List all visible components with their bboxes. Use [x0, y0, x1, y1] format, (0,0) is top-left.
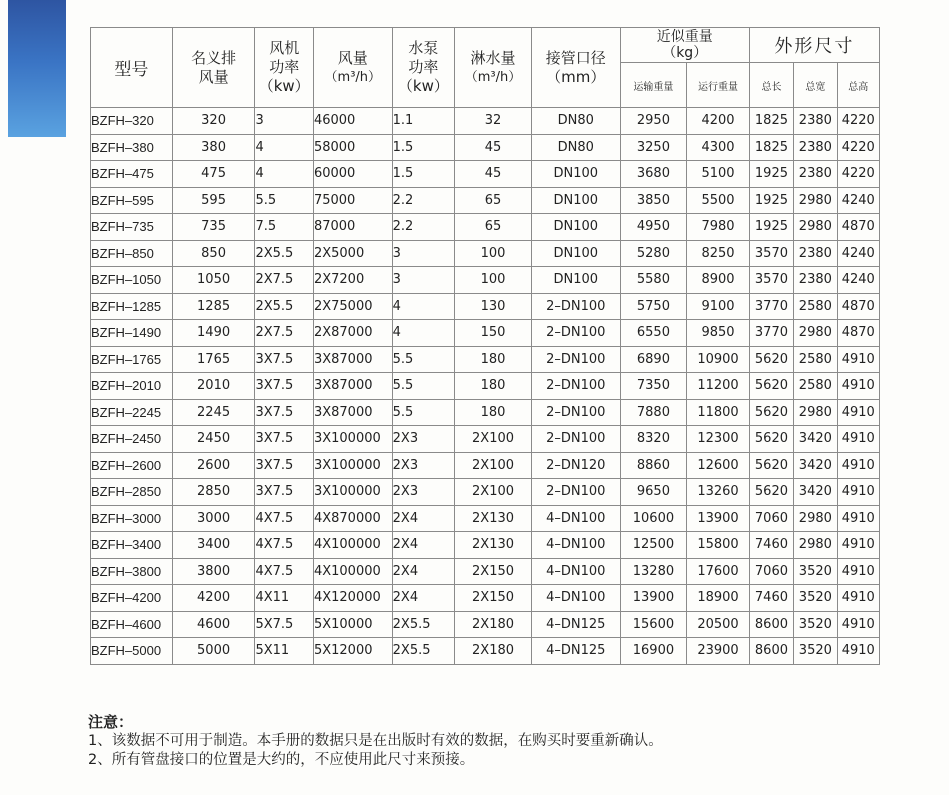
cell-height: 4910 — [837, 638, 879, 665]
cell-length: 1925 — [749, 187, 793, 214]
cell-length: 5620 — [749, 373, 793, 400]
cell-weight-operating: 11200 — [687, 373, 750, 400]
table-row — [91, 240, 880, 267]
cell-width: 2980 — [794, 532, 837, 559]
cell-weight-operating: 12300 — [687, 426, 750, 453]
cell-fan-power: 4 — [255, 161, 314, 188]
cell-rated-air: 3400 — [172, 532, 255, 559]
cell-pipe-diameter: DN100 — [531, 161, 620, 188]
cell-width: 2580 — [794, 346, 837, 373]
cell-fan-power: 2X7.5 — [255, 267, 314, 294]
cell-pipe-diameter: 4–DN100 — [531, 585, 620, 612]
cell-length: 3770 — [749, 320, 793, 347]
cell-air-volume: 3X100000 — [313, 479, 392, 506]
cell-width: 2380 — [794, 240, 837, 267]
cell-spray-water: 2X100 — [455, 452, 532, 479]
table-row — [91, 293, 880, 320]
cell-pipe-diameter: 2–DN100 — [531, 426, 620, 453]
cell-weight-operating: 13260 — [687, 479, 750, 506]
table-row — [91, 611, 880, 638]
cell-length: 7060 — [749, 558, 793, 585]
cell-length: 7060 — [749, 505, 793, 532]
cell-pipe-diameter: 2–DN100 — [531, 399, 620, 426]
note-item: 1、该数据不可用于制造。本手册的数据只是在出版时有效的数据，在购买时要重新确认。 — [88, 733, 663, 749]
cell-fan-power: 4 — [255, 134, 314, 161]
table-row — [91, 267, 880, 294]
cell-air-volume: 60000 — [313, 161, 392, 188]
cell-weight-operating: 10900 — [687, 346, 750, 373]
cell-height: 4870 — [837, 293, 879, 320]
cell-air-volume: 2X7200 — [313, 267, 392, 294]
cell-model: BZFH–595 — [91, 187, 173, 214]
cell-spray-water: 2X180 — [455, 638, 532, 665]
cell-pump-power: 1.1 — [392, 108, 455, 135]
cell-length: 8600 — [749, 638, 793, 665]
cell-width: 2980 — [794, 214, 837, 241]
table-row — [91, 320, 880, 347]
cell-height: 4910 — [837, 479, 879, 506]
cell-width: 3520 — [794, 558, 837, 585]
cell-fan-power: 2X5.5 — [255, 240, 314, 267]
cell-fan-power: 5X11 — [255, 638, 314, 665]
header-pipe-diameter: 接管口径 （mm） — [531, 28, 620, 108]
cell-model: BZFH–2245 — [91, 399, 173, 426]
cell-width: 2380 — [794, 161, 837, 188]
cell-fan-power: 5X7.5 — [255, 611, 314, 638]
cell-model: BZFH–2850 — [91, 479, 173, 506]
cell-height: 4910 — [837, 611, 879, 638]
cell-model: BZFH–4200 — [91, 585, 173, 612]
cell-height: 4220 — [837, 134, 879, 161]
cell-spray-water: 32 — [455, 108, 532, 135]
cell-weight-transport: 3850 — [620, 187, 687, 214]
cell-fan-power: 3 — [255, 108, 314, 135]
cell-rated-air: 4600 — [172, 611, 255, 638]
cell-fan-power: 3X7.5 — [255, 479, 314, 506]
cell-model: BZFH–2600 — [91, 452, 173, 479]
cell-rated-air: 2450 — [172, 426, 255, 453]
cell-pump-power: 4 — [392, 293, 455, 320]
cell-model: BZFH–850 — [91, 240, 173, 267]
cell-model: BZFH–2010 — [91, 373, 173, 400]
cell-weight-operating: 7980 — [687, 214, 750, 241]
cell-rated-air: 595 — [172, 187, 255, 214]
cell-air-volume: 75000 — [313, 187, 392, 214]
header-air-volume: 风量 （m³/h） — [313, 28, 392, 108]
cell-width: 3520 — [794, 638, 837, 665]
cell-pump-power: 5.5 — [392, 373, 455, 400]
table-row — [91, 214, 880, 241]
cell-weight-transport: 6890 — [620, 346, 687, 373]
cell-weight-transport: 5280 — [620, 240, 687, 267]
cell-air-volume: 5X10000 — [313, 611, 392, 638]
cell-pipe-diameter: 2–DN120 — [531, 452, 620, 479]
cell-pump-power: 2X4 — [392, 532, 455, 559]
cell-air-volume: 2X87000 — [313, 320, 392, 347]
cell-fan-power: 3X7.5 — [255, 399, 314, 426]
cell-height: 4870 — [837, 214, 879, 241]
cell-rated-air: 380 — [172, 134, 255, 161]
cell-spray-water: 65 — [455, 187, 532, 214]
cell-height: 4240 — [837, 240, 879, 267]
cell-model: BZFH–5000 — [91, 638, 173, 665]
cell-fan-power: 4X7.5 — [255, 558, 314, 585]
cell-weight-transport: 8320 — [620, 426, 687, 453]
cell-pipe-diameter: 2–DN100 — [531, 346, 620, 373]
spec-table-body — [91, 108, 880, 665]
cell-weight-operating: 9100 — [687, 293, 750, 320]
cell-width: 2980 — [794, 505, 837, 532]
table-row — [91, 558, 880, 585]
table-row — [91, 638, 880, 665]
header-height: 总高 — [837, 63, 879, 108]
cell-length: 1925 — [749, 161, 793, 188]
cell-length: 5620 — [749, 399, 793, 426]
cell-weight-operating: 8250 — [687, 240, 750, 267]
cell-air-volume: 3X87000 — [313, 373, 392, 400]
cell-weight-operating: 17600 — [687, 558, 750, 585]
cell-rated-air: 2850 — [172, 479, 255, 506]
cell-width: 3420 — [794, 452, 837, 479]
cell-length: 1925 — [749, 214, 793, 241]
cell-spray-water: 65 — [455, 214, 532, 241]
table-row — [91, 452, 880, 479]
cell-pump-power: 5.5 — [392, 399, 455, 426]
cell-rated-air: 735 — [172, 214, 255, 241]
cell-spray-water: 180 — [455, 346, 532, 373]
cell-width: 3520 — [794, 585, 837, 612]
cell-weight-transport: 16900 — [620, 638, 687, 665]
cell-model: BZFH–1765 — [91, 346, 173, 373]
cell-spray-water: 2X180 — [455, 611, 532, 638]
header-width: 总宽 — [794, 63, 837, 108]
cell-model: BZFH–2450 — [91, 426, 173, 453]
cell-pipe-diameter: DN100 — [531, 214, 620, 241]
cell-pump-power: 2.2 — [392, 214, 455, 241]
cell-rated-air: 850 — [172, 240, 255, 267]
table-row — [91, 346, 880, 373]
cell-length: 8600 — [749, 611, 793, 638]
cell-rated-air: 3000 — [172, 505, 255, 532]
cell-rated-air: 2600 — [172, 452, 255, 479]
header-weight-transport: 运输重量 — [620, 63, 687, 108]
cell-pump-power: 5.5 — [392, 346, 455, 373]
cell-air-volume: 4X100000 — [313, 558, 392, 585]
cell-length: 7460 — [749, 585, 793, 612]
cell-rated-air: 2245 — [172, 399, 255, 426]
cell-width: 2980 — [794, 320, 837, 347]
cell-width: 2580 — [794, 373, 837, 400]
cell-weight-transport: 15600 — [620, 611, 687, 638]
cell-weight-operating: 18900 — [687, 585, 750, 612]
cell-air-volume: 2X5000 — [313, 240, 392, 267]
table-row — [91, 505, 880, 532]
header-pump-power: 水泵 功率 （kw） — [392, 28, 455, 108]
cell-pipe-diameter: DN80 — [531, 108, 620, 135]
table-row — [91, 161, 880, 188]
cell-height: 4910 — [837, 346, 879, 373]
table-row — [91, 373, 880, 400]
cell-pump-power: 2.2 — [392, 187, 455, 214]
cell-spray-water: 180 — [455, 373, 532, 400]
notes — [88, 713, 663, 770]
cell-weight-transport: 10600 — [620, 505, 687, 532]
notes-title: 注意： — [88, 713, 134, 731]
cell-height: 4910 — [837, 373, 879, 400]
cell-rated-air: 1050 — [172, 267, 255, 294]
cell-air-volume: 3X87000 — [313, 346, 392, 373]
cell-weight-operating: 13900 — [687, 505, 750, 532]
cell-spray-water: 2X100 — [455, 479, 532, 506]
cell-air-volume: 46000 — [313, 108, 392, 135]
cell-model: BZFH–320 — [91, 108, 173, 135]
cell-fan-power: 4X11 — [255, 585, 314, 612]
cell-pump-power: 1.5 — [392, 161, 455, 188]
cell-spray-water: 180 — [455, 399, 532, 426]
cell-pipe-diameter: 2–DN100 — [531, 320, 620, 347]
decorative-blue-bar — [8, 0, 66, 137]
cell-spray-water: 150 — [455, 320, 532, 347]
header-weight: 近似重量 （kg） — [620, 28, 749, 63]
cell-fan-power: 5.5 — [255, 187, 314, 214]
cell-height: 4910 — [837, 426, 879, 453]
cell-pipe-diameter: DN100 — [531, 267, 620, 294]
cell-weight-operating: 11800 — [687, 399, 750, 426]
cell-length: 5620 — [749, 346, 793, 373]
cell-weight-operating: 8900 — [687, 267, 750, 294]
cell-air-volume: 87000 — [313, 214, 392, 241]
cell-weight-transport: 7350 — [620, 373, 687, 400]
cell-pipe-diameter: 4–DN125 — [531, 611, 620, 638]
cell-rated-air: 1490 — [172, 320, 255, 347]
cell-pump-power: 2X3 — [392, 452, 455, 479]
cell-pipe-diameter: 4–DN125 — [531, 638, 620, 665]
cell-weight-transport: 7880 — [620, 399, 687, 426]
cell-pipe-diameter: 2–DN100 — [531, 293, 620, 320]
cell-model: BZFH–4600 — [91, 611, 173, 638]
cell-pump-power: 2X5.5 — [392, 638, 455, 665]
cell-width: 3520 — [794, 611, 837, 638]
header-fan-power: 风机 功率 （kw） — [255, 28, 314, 108]
cell-fan-power: 4X7.5 — [255, 505, 314, 532]
header-dimensions: 外形尺寸 — [749, 28, 879, 63]
cell-pump-power: 4 — [392, 320, 455, 347]
cell-weight-transport: 3250 — [620, 134, 687, 161]
cell-height: 4220 — [837, 161, 879, 188]
cell-model: BZFH–3800 — [91, 558, 173, 585]
cell-fan-power: 7.5 — [255, 214, 314, 241]
cell-rated-air: 4200 — [172, 585, 255, 612]
cell-length: 3570 — [749, 267, 793, 294]
cell-rated-air: 3800 — [172, 558, 255, 585]
cell-pipe-diameter: DN80 — [531, 134, 620, 161]
cell-air-volume: 58000 — [313, 134, 392, 161]
cell-height: 4240 — [837, 267, 879, 294]
cell-fan-power: 3X7.5 — [255, 426, 314, 453]
cell-spray-water: 2X150 — [455, 558, 532, 585]
cell-weight-operating: 15800 — [687, 532, 750, 559]
cell-height: 4220 — [837, 108, 879, 135]
cell-weight-operating: 20500 — [687, 611, 750, 638]
cell-length: 1825 — [749, 108, 793, 135]
table-row — [91, 108, 880, 135]
cell-weight-operating: 4300 — [687, 134, 750, 161]
cell-spray-water: 130 — [455, 293, 532, 320]
cell-weight-operating: 9850 — [687, 320, 750, 347]
cell-height: 4910 — [837, 532, 879, 559]
cell-length: 7460 — [749, 532, 793, 559]
cell-spray-water: 2X150 — [455, 585, 532, 612]
cell-width: 2980 — [794, 187, 837, 214]
header-spray-water: 淋水量 （m³/h） — [455, 28, 532, 108]
cell-weight-transport: 9650 — [620, 479, 687, 506]
cell-air-volume: 3X100000 — [313, 452, 392, 479]
cell-pipe-diameter: 4–DN100 — [531, 505, 620, 532]
cell-pipe-diameter: 2–DN100 — [531, 479, 620, 506]
cell-air-volume: 4X100000 — [313, 532, 392, 559]
table-row — [91, 426, 880, 453]
cell-pipe-diameter: 4–DN100 — [531, 558, 620, 585]
cell-spray-water: 100 — [455, 267, 532, 294]
cell-pipe-diameter: DN100 — [531, 187, 620, 214]
cell-pump-power: 2X3 — [392, 426, 455, 453]
cell-air-volume: 3X87000 — [313, 399, 392, 426]
cell-weight-transport: 8860 — [620, 452, 687, 479]
cell-length: 5620 — [749, 479, 793, 506]
cell-model: BZFH–3400 — [91, 532, 173, 559]
cell-air-volume: 5X12000 — [313, 638, 392, 665]
cell-weight-operating: 23900 — [687, 638, 750, 665]
cell-air-volume: 4X870000 — [313, 505, 392, 532]
cell-width: 2580 — [794, 293, 837, 320]
cell-spray-water: 45 — [455, 161, 532, 188]
cell-pipe-diameter: 4–DN100 — [531, 532, 620, 559]
table-row — [91, 187, 880, 214]
cell-fan-power: 3X7.5 — [255, 452, 314, 479]
table-row — [91, 585, 880, 612]
cell-rated-air: 1285 — [172, 293, 255, 320]
cell-model: BZFH–735 — [91, 214, 173, 241]
cell-weight-transport: 13280 — [620, 558, 687, 585]
cell-rated-air: 2010 — [172, 373, 255, 400]
cell-pump-power: 2X4 — [392, 558, 455, 585]
cell-spray-water: 100 — [455, 240, 532, 267]
cell-weight-transport: 13900 — [620, 585, 687, 612]
cell-pipe-diameter: 2–DN100 — [531, 373, 620, 400]
cell-weight-transport: 5750 — [620, 293, 687, 320]
cell-height: 4240 — [837, 187, 879, 214]
cell-fan-power: 4X7.5 — [255, 532, 314, 559]
cell-pump-power: 1.5 — [392, 134, 455, 161]
cell-fan-power: 2X5.5 — [255, 293, 314, 320]
cell-air-volume: 2X75000 — [313, 293, 392, 320]
cell-weight-operating: 5500 — [687, 187, 750, 214]
table-row — [91, 399, 880, 426]
cell-weight-transport: 2950 — [620, 108, 687, 135]
cell-height: 4910 — [837, 505, 879, 532]
cell-spray-water: 2X130 — [455, 505, 532, 532]
cell-weight-operating: 4200 — [687, 108, 750, 135]
cell-fan-power: 2X7.5 — [255, 320, 314, 347]
cell-air-volume: 3X100000 — [313, 426, 392, 453]
cell-weight-transport: 3680 — [620, 161, 687, 188]
cell-model: BZFH–380 — [91, 134, 173, 161]
cell-width: 2380 — [794, 134, 837, 161]
table-row — [91, 532, 880, 559]
cell-pump-power: 3 — [392, 240, 455, 267]
cell-height: 4870 — [837, 320, 879, 347]
cell-spray-water: 2X100 — [455, 426, 532, 453]
note-item: 2、所有管盘接口的位置是大约的，不应使用此尺寸来预接。 — [88, 752, 475, 768]
cell-model: BZFH–1050 — [91, 267, 173, 294]
table-row — [91, 479, 880, 506]
cell-width: 2380 — [794, 267, 837, 294]
cell-pipe-diameter: DN100 — [531, 240, 620, 267]
cell-pump-power: 3 — [392, 267, 455, 294]
cell-length: 3570 — [749, 240, 793, 267]
cell-model: BZFH–1285 — [91, 293, 173, 320]
cell-weight-operating: 5100 — [687, 161, 750, 188]
cell-length: 5620 — [749, 452, 793, 479]
spec-table — [90, 27, 880, 665]
cell-fan-power: 3X7.5 — [255, 346, 314, 373]
cell-width: 3420 — [794, 426, 837, 453]
cell-height: 4910 — [837, 558, 879, 585]
cell-model: BZFH–1490 — [91, 320, 173, 347]
cell-height: 4910 — [837, 585, 879, 612]
cell-air-volume: 4X120000 — [313, 585, 392, 612]
header-length: 总长 — [749, 63, 793, 108]
cell-length: 1825 — [749, 134, 793, 161]
header-rated-air: 名义排 风量 — [172, 28, 255, 108]
cell-model: BZFH–475 — [91, 161, 173, 188]
cell-rated-air: 5000 — [172, 638, 255, 665]
cell-model: BZFH–3000 — [91, 505, 173, 532]
cell-length: 3770 — [749, 293, 793, 320]
cell-weight-transport: 12500 — [620, 532, 687, 559]
cell-length: 5620 — [749, 426, 793, 453]
cell-height: 4910 — [837, 399, 879, 426]
cell-width: 2980 — [794, 399, 837, 426]
table-row — [91, 134, 880, 161]
cell-weight-transport: 4950 — [620, 214, 687, 241]
cell-pump-power: 2X3 — [392, 479, 455, 506]
cell-pump-power: 2X4 — [392, 505, 455, 532]
cell-width: 3420 — [794, 479, 837, 506]
cell-rated-air: 475 — [172, 161, 255, 188]
cell-pump-power: 2X4 — [392, 585, 455, 612]
cell-fan-power: 3X7.5 — [255, 373, 314, 400]
cell-spray-water: 2X130 — [455, 532, 532, 559]
cell-pump-power: 2X5.5 — [392, 611, 455, 638]
cell-weight-transport: 6550 — [620, 320, 687, 347]
cell-weight-transport: 5580 — [620, 267, 687, 294]
cell-weight-operating: 12600 — [687, 452, 750, 479]
header-model: 型号 — [91, 28, 173, 108]
cell-rated-air: 320 — [172, 108, 255, 135]
cell-rated-air: 1765 — [172, 346, 255, 373]
header-weight-operating: 运行重量 — [687, 63, 750, 108]
cell-width: 2380 — [794, 108, 837, 135]
cell-spray-water: 45 — [455, 134, 532, 161]
cell-height: 4910 — [837, 452, 879, 479]
